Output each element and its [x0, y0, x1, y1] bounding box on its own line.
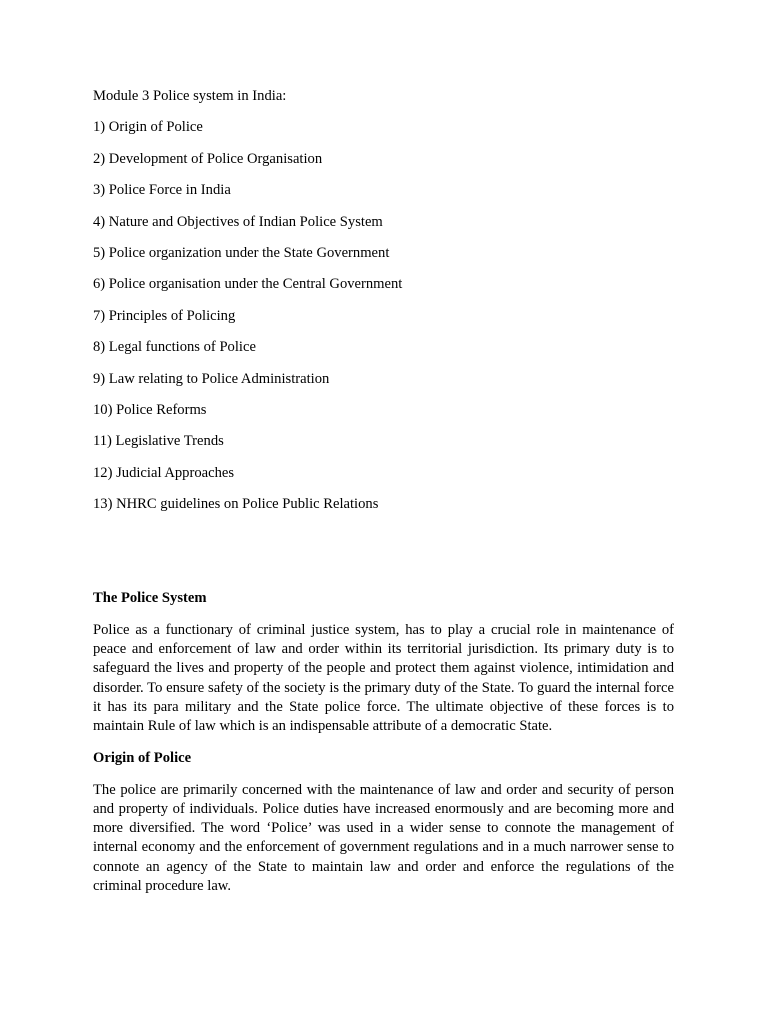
topic-item: 9) Law relating to Police Administration [93, 370, 330, 387]
topic-item: 4) Nature and Objectives of Indian Police System [93, 213, 383, 230]
section-body-origin-of-police: The police are primarily concerned with the maintenance of law and order and security of person and property of individuals. Police duties have increased enormously and are becoming more and more diversified. The word ‘Police’ was used in a wider sense to connote the management of internal economy and the enforcement of government regulations and in a much narrower sense to connote an agency of the State to maintain law and order and enforce the regulations of the criminal procedure law. [93, 781, 674, 895]
topic-item: 1) Origin of Police [93, 119, 203, 136]
blank-space [93, 526, 674, 589]
document-page [93, 87, 674, 909]
topic-item: 6) Police organisation under the Central Government [93, 276, 403, 293]
module-title: Module 3 Police system in India: [93, 88, 287, 104]
section-body-police-system: Police as a functionary of criminal justice system, has to play a crucial role in maintenance of peace and enforcement of law and order within its territorial jurisdiction. Its primary duty is to safeguard the lives and property of the people and protect them against violence, intimidation and disorder. To ensure safety of the society is the primary duty of the State. To guard the internal force it has its para military and the State police force. The ultimate objective of these forces is to maintain Rule of law which is an indispensable attribute of a democratic State. [93, 621, 674, 735]
topic-item: 12) Judicial Approaches [93, 464, 235, 481]
topic-item: 8) Legal functions of Police [93, 339, 256, 356]
section-heading-police-system: The Police System [93, 590, 207, 607]
topic-item: 13) NHRC guidelines on Police Public Relations [93, 496, 379, 513]
topic-item: 11) Legislative Trends [93, 433, 224, 450]
topic-item: 3) Police Force in India [93, 182, 231, 199]
topic-item: 7) Principles of Policing [93, 307, 236, 324]
section-heading-origin-of-police: Origin of Police [93, 750, 192, 767]
topic-item: 10) Police Reforms [93, 401, 207, 418]
topic-item: 2) Development of Police Organisation [93, 150, 323, 167]
topic-item: 5) Police organization under the State Government [93, 244, 390, 261]
topic-list [93, 118, 674, 526]
